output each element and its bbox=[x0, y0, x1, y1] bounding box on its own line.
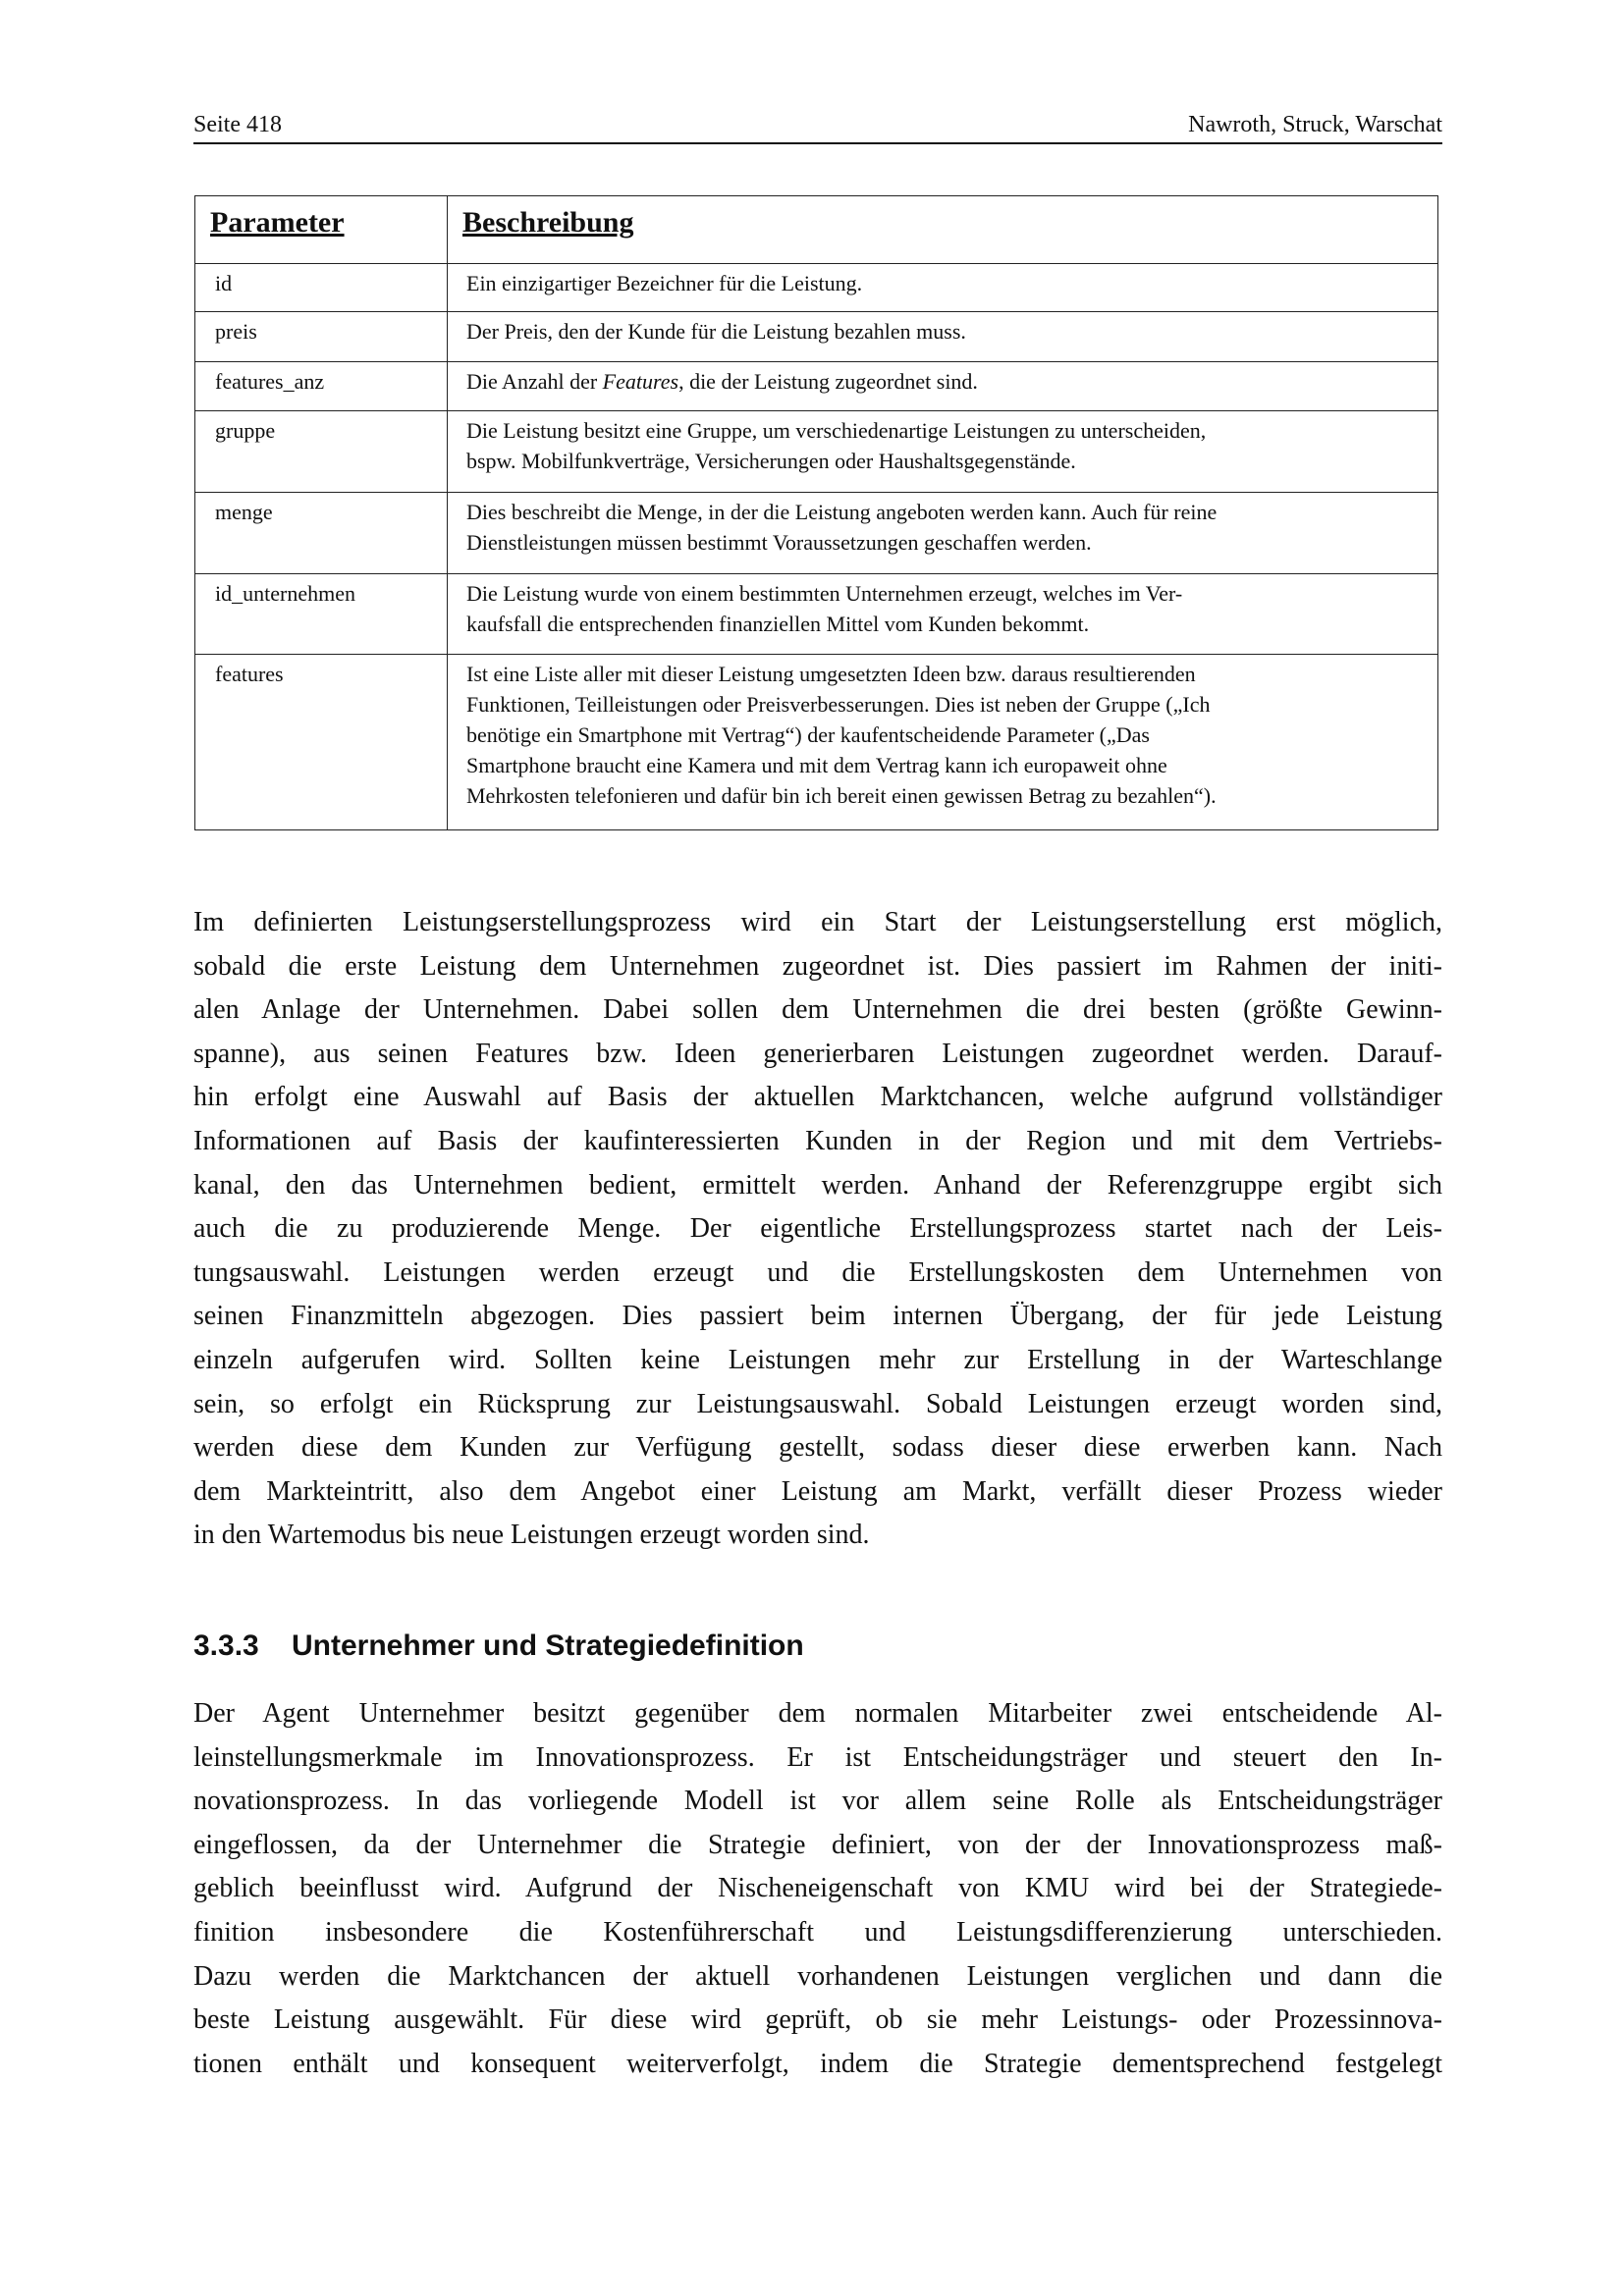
table-header-row bbox=[195, 196, 1438, 264]
description-line: Dies beschreibt die Menge, in der die Leistung angeboten werden kann. Auch für reine bbox=[466, 500, 1218, 524]
description-cell bbox=[448, 493, 1438, 574]
description-line: Smartphone braucht eine Kamera und mit dem Vertrag kann ich europaweit ohne bbox=[466, 753, 1167, 777]
authors: Nawroth, Struck, Warschat bbox=[1188, 112, 1442, 137]
text-line: hin erfolgt eine Auswahl auf Basis der aktuellen Marktchancen, welche aufgrund vollständiger bbox=[193, 1082, 1442, 1113]
text-line: novationsprozess. In das vorliegende Modell ist vor allem seine Rolle als Entscheidungsträger bbox=[193, 1786, 1442, 1817]
section-title: Unternehmer und Strategiedefinition bbox=[292, 1629, 804, 1662]
description-line: kaufsfall die entsprechenden finanziellen Mittel vom Kunden bekommt. bbox=[466, 612, 1090, 636]
text-line: geblich beeinflusst wird. Aufgrund der Nischeneigenschaft von KMU wird bei der Strategiede- bbox=[193, 1873, 1442, 1904]
text-line: finition insbesondere die Kostenführerschaft und Leistungsdifferenzierung unterschieden. bbox=[193, 1916, 1442, 1948]
description-line: Die Anzahl der Features, die der Leistung zugeordnet sind. bbox=[466, 369, 978, 394]
description-cell bbox=[448, 655, 1438, 830]
text-line: werden diese dem Kunden zur Verfügung gestellt, sodass dieser diese erwerben kann. Nach bbox=[193, 1432, 1442, 1464]
table-row bbox=[195, 655, 1438, 830]
description-line: Funktionen, Teilleistungen oder Preisverbesserungen. Dies ist neben der Gruppe („Ich bbox=[466, 692, 1211, 717]
description-line: benötige ein Smartphone mit Vertrag“) der kaufentscheidende Parameter („Das bbox=[466, 722, 1150, 747]
table-row bbox=[195, 312, 1438, 362]
column-header-parameter: Parameter bbox=[195, 196, 448, 264]
parameter-table bbox=[194, 195, 1438, 830]
column-header-beschreibung: Beschreibung bbox=[448, 196, 1438, 264]
text-line: seinen Finanzmitteln abgezogen. Dies passiert beim internen Übergang, der für jede Leistung bbox=[193, 1301, 1442, 1332]
parameter-cell: menge bbox=[195, 493, 448, 574]
text-line: sobald die erste Leistung dem Unternehmen zugeordnet ist. Dies passiert im Rahmen der initi- bbox=[193, 950, 1442, 982]
description-cell bbox=[448, 362, 1438, 411]
text-line: leinstellungsmerkmale im Innovationsprozess. Er ist Entscheidungsträger und steuert den In- bbox=[193, 1741, 1442, 1773]
table-row bbox=[195, 411, 1438, 493]
text-line: Im definierten Leistungserstellungsprozess wird ein Start der Leistungserstellung erst möglich, bbox=[193, 907, 1442, 937]
parameter-cell: preis bbox=[195, 312, 448, 362]
description-line: Die Leistung besitzt eine Gruppe, um verschiedenartige Leistungen zu unterscheiden, bbox=[466, 418, 1207, 443]
parameter-cell: gruppe bbox=[195, 411, 448, 493]
text-line: einzeln aufgerufen wird. Sollten keine Leistungen mehr zur Erstellung in der Warteschlange bbox=[193, 1344, 1442, 1375]
paragraph-leistungserstellung bbox=[193, 901, 1442, 1558]
description-line: Ein einzigartiger Bezeichner für die Leistung. bbox=[466, 271, 863, 295]
table-row bbox=[195, 362, 1438, 411]
text-line: Dazu werden die Marktchancen der aktuell vorhandenen Leistungen verglichen und dann die bbox=[193, 1960, 1442, 1992]
text-line: spanne), aus seinen Features bzw. Ideen generierbaren Leistungen zugeordnet werden. Darauf- bbox=[193, 1038, 1442, 1069]
table-row bbox=[195, 264, 1438, 312]
text-line: Der Agent Unternehmer besitzt gegenüber dem normalen Mitarbeiter zwei entscheidende Al- bbox=[193, 1698, 1442, 1729]
description-cell bbox=[448, 574, 1438, 655]
header-rule bbox=[193, 142, 1442, 144]
description-line: Der Preis, den der Kunde für die Leistung bezahlen muss. bbox=[466, 319, 966, 344]
description-line: Mehrkosten telefonieren und dafür bin ich bereit einen gewissen Betrag zu bezahlen“). bbox=[466, 783, 1217, 808]
text-line: tungsauswahl. Leistungen werden erzeugt und die Erstellungskosten dem Unternehmen von bbox=[193, 1256, 1442, 1288]
text-line: sein, so erfolgt ein Rücksprung zur Leistungsauswahl. Sobald Leistungen erzeugt worden sind, bbox=[193, 1388, 1442, 1419]
parameter-cell: id bbox=[195, 264, 448, 312]
text-line: alen Anlage der Unternehmen. Dabei sollen dem Unternehmen die drei besten (größte Gewinn- bbox=[193, 994, 1442, 1026]
text-line: Informationen auf Basis der kaufinteressierten Kunden in der Region und mit dem Vertriebs- bbox=[193, 1125, 1442, 1156]
table-row bbox=[195, 574, 1438, 655]
text-line: beste Leistung ausgewählt. Für diese wird geprüft, ob sie mehr Leistungs- oder Prozessinnova- bbox=[193, 2004, 1442, 2036]
description-line: Die Leistung wurde von einem bestimmten Unternehmen erzeugt, welches im Ver- bbox=[466, 581, 1183, 606]
text-line: in den Wartemodus bis neue Leistungen erzeugt worden sind. bbox=[193, 1520, 870, 1551]
parameter-cell: id_unternehmen bbox=[195, 574, 448, 655]
parameter-cell: features_anz bbox=[195, 362, 448, 411]
text-line: eingeflossen, da der Unternehmer die Strategie definiert, von der der Innovationsprozess maß- bbox=[193, 1829, 1442, 1860]
description-cell bbox=[448, 264, 1438, 312]
section-heading bbox=[193, 1627, 804, 1666]
description-cell bbox=[448, 312, 1438, 362]
table-row bbox=[195, 493, 1438, 574]
text-line: dem Markteintritt, also dem Angebot einer Leistung am Markt, verfällt dieser Prozess wieder bbox=[193, 1475, 1442, 1507]
text-line: tionen enthält und konsequent weiterverfolgt, indem die Strategie dementsprechend festgelegt bbox=[193, 2048, 1442, 2079]
text-line: auch die zu produzierende Menge. Der eigentliche Erstellungsprozess startet nach der Leis- bbox=[193, 1213, 1442, 1245]
text-line: kanal, den das Unternehmen bedient, ermittelt werden. Anhand der Referenzgruppe ergibt sich bbox=[193, 1169, 1442, 1201]
description-cell bbox=[448, 411, 1438, 493]
description-line: bspw. Mobilfunkverträge, Versicherungen oder Haushaltsgegenstände. bbox=[466, 449, 1076, 473]
description-line: Ist eine Liste aller mit dieser Leistung umgesetzten Ideen bzw. daraus resultierenden bbox=[466, 662, 1196, 686]
parameter-cell: features bbox=[195, 655, 448, 830]
paragraph-unternehmer bbox=[193, 1692, 1442, 2086]
description-line: Dienstleistungen müssen bestimmt Voraussetzungen geschaffen werden. bbox=[466, 530, 1092, 555]
page-number: Seite 418 bbox=[193, 112, 282, 137]
section-number: 3.3.3 bbox=[193, 1629, 259, 1662]
